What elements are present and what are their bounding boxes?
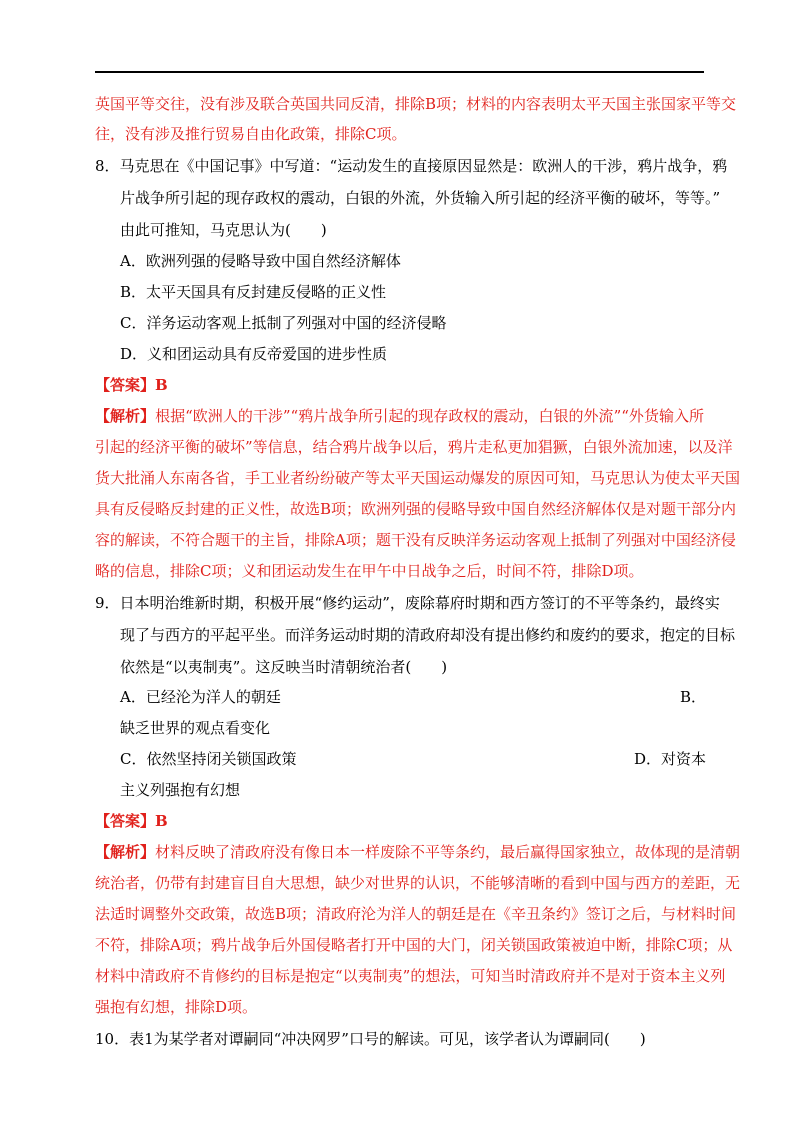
analysis-tag: 【解析】	[95, 407, 156, 425]
q8-stem: 片战争所引起的现存政权的震动，白银的外流，外货输入所引起的经济平衡的破坏，等等。”	[120, 189, 721, 207]
answer-tag: 【答案】	[95, 812, 156, 830]
q8-analysis-line: 引起的经济平衡的破坏”等信息，结合鸦片战争以后，鸦片走私更加猖獗，白银外流加速，以及洋	[95, 438, 733, 456]
q8-option-c: C．洋务运动客观上抵制了列强对中国的经济侵略	[120, 314, 447, 332]
q9-option-a: A．已经沦为洋人的朝廷	[120, 688, 281, 706]
answer-value: B	[155, 376, 168, 394]
q8-stem: 8．马克思在《中国记事》中写道：“运动发生的直接原因显然是：欧洲人的干涉，鸦片战争，鸦	[95, 157, 728, 175]
q8-option-b: B．太平天国具有反封建反侵略的正义性	[120, 283, 387, 301]
q8-answer	[95, 375, 168, 395]
q8-analysis-line: 容的解读，不符合题干的主旨，排除A项；题干没有反映洋务运动客观上抵制了列强对中国经济侵	[95, 531, 736, 549]
q9-analysis-line	[95, 842, 741, 862]
analysis-continuation-line: 往，没有涉及推行贸易自由化政策，排除C项。	[95, 125, 407, 143]
q9-analysis-line: 强抱有幻想，排除D项。	[95, 998, 258, 1016]
q9-stem: 依然是“以夷制夷”。这反映当时清朝统治者( )	[120, 658, 448, 676]
q8-analysis-line: 略的信息，排除C项；义和团运动发生在甲午中日战争之后，时间不符，排除D项。	[95, 562, 644, 580]
q9-option-b: B．	[680, 688, 707, 706]
q9-option-b-text: 缺乏世界的观点看变化	[120, 719, 271, 737]
q9-analysis-line: 法适时调整外交政策，故选B项；清政府沦为洋人的朝廷是在《辛丑条约》签订之后，与材料时间	[95, 905, 737, 923]
q9-stem: 现了与西方的平起平坐。而洋务运动时期的清政府却没有提出修约和废约的要求，抱定的目标	[120, 626, 736, 644]
answer-value: B	[155, 812, 168, 830]
q9-option-d-text: 主义列强抱有幻想	[120, 781, 241, 799]
q9-analysis-line: 统治者，仍带有封建盲目自大思想，缺少对世界的认识，不能够清晰的看到中国与西方的差距，无	[95, 874, 741, 892]
q8-option-a: A．欧洲列强的侵略导致中国自然经济解体	[120, 252, 401, 270]
q8-analysis-line: 具有反侵略反封建的正义性，故选B项；欧洲列强的侵略导致中国自然经济解体仅是对题干部分内	[95, 500, 737, 518]
q9-stem: 9．日本明治维新时期，积极开展“修约运动”，废除幕府时期和西方签订的不平等条约，最终实	[95, 594, 720, 612]
q8-analysis-line	[95, 406, 704, 426]
answer-tag: 【答案】	[95, 376, 156, 394]
q8-stem: 由此可推知，马克思认为( )	[120, 221, 327, 239]
header-rule	[95, 71, 704, 73]
q9-option-d: D．对资本	[634, 750, 707, 768]
q9-option-c: C．依然坚持闭关锁国政策	[120, 750, 297, 768]
q9-analysis-line: 不符，排除A项；鸦片战争后外国侵略者打开中国的大门，闭关锁国政策被迫中断，排除C项；从	[95, 936, 733, 954]
q8-option-d: D．义和团运动具有反帝爱国的进步性质	[120, 345, 388, 363]
analysis-text: 材料反映了清政府没有像日本一样废除不平等条约，最后赢得国家独立，故体现的是清朝	[155, 843, 741, 861]
q8-analysis-line: 货大批涌人东南各省，手工业者纷纷破产等太平天国运动爆发的原因可知，马克思认为使太平天国	[95, 469, 741, 487]
analysis-text: 根据“欧洲人的干涉”“鸦片战争所引起的现存政权的震动，白银的外流”“外货输入所	[155, 407, 704, 425]
q9-analysis-line: 材料中清政府不肯修约的目标是抱定“以夷制夷”的想法，可知当时清政府并不是对于资本主义列	[95, 967, 726, 985]
analysis-continuation-line: 英国平等交往，没有涉及联合英国共同反清，排除B项；材料的内容表明太平天国主张国家平等交	[95, 95, 737, 113]
analysis-tag: 【解析】	[95, 843, 156, 861]
q9-answer	[95, 811, 168, 831]
q10-stem: 10．表1为某学者对谭嗣同“冲决网罗”口号的解读。可见，该学者认为谭嗣同( )	[95, 1030, 646, 1048]
